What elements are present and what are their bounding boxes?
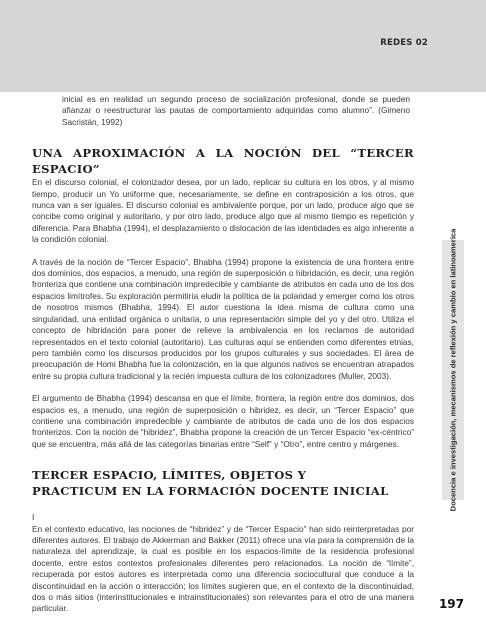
page-number: 197 (438, 597, 464, 611)
paragraph-1: En el discurso colonial, el colonizador desea, por un lado, replicar su cultura en los otros, y al mismo tiempo, producir un Yo uniforme que, necesariamente, se define en contraposición a los otros, que nunca van a ser iguales. El discurso colonial es ambivalente porque, por un lado, produce algo que se concibe como original y autoritario, y por otro lado, produce algo que al mismo tiempo es repetición y diferencia. Para Bhabha (1994), el desplazamiento o dislocación de las identidades es algo inherente a la condición colonial. (32, 177, 414, 245)
page-body (32, 94, 414, 615)
section-heading-line-2: PRACTICUM EN LA FORMACIÓN DOCENTE INICIAL (32, 484, 389, 499)
section-heading-tercer-espacio: UNA APROXIMACIÓN A LA NOCIÓN DEL “TERCER ESPACIO” (32, 146, 414, 177)
block-quote: inicial es en realidad un segundo proceso de socialización profesional, donde se pueden afianzar o reestructurar las pautas de comportamiento adquiridas como alumno”. (Gimeno Sacristán, 1992) (62, 94, 410, 127)
side-thumb-tab (442, 228, 464, 512)
paragraph-2: A través de la noción de “Tercer Espacio”, Bhabha (1994) propone la existencia de una frontera entre dos dominios, dos espacios, a menudo, una región de superposición o hibridación, es decir, una región fronteriza que contiene una combinación impredecible y cambiante de atributos en cada uno de los dos espacios limítrofes. Su exploración permitiría eludir la política de la polaridad y emerger como los otros de nosotros mismos (Bhabha, 1994). El autor cuestiona la idea misma de cultura como una singularidad, una entidad orgánica o unitaria, o una representación simple del yo y del otro. Utiliza el concepto de hibridación para poner de relieve la ambivalencia en los reclamos de autoridad representados en el texto colonial (autoritario). Las culturas aquí se entienden como diferentes etnias, pero también como los discursos producidos por los grupos culturales y sus sociedades. El área de preocupación de Homi Bhabha fue la colonización, en la que algunos nativos se encuentran atrapados entre su propia cultura tradicional y la recién impuesta cultura de los colonizadores (Muller, 2003). (32, 256, 414, 381)
roman-numeral: I (32, 512, 35, 523)
section-heading-line-1: TERCER ESPACIO, LÍMITES, OBJETOS Y (32, 468, 307, 483)
paragraph-3: El argumento de Bhabha (1994) descansa en que el límite, frontera, la región entre dos dominios, dos espacios es, a menudo, una región de superposición o hibridez, es decir, un “Tercer Espacio” que contiene una combinación impredecible y cambiante de atributos de cada uno de los dos espacios fronterizos. Con la noción de “hibridez”, Bhabha propone la creación de un Tercer Espacio “ex-céntrico” que se encuentra, más allá de las categorías binarias entre “Self” y “Otro”, entre centro y márgenes. (32, 393, 414, 449)
running-header: REDES 02 (380, 38, 428, 48)
paragraph-4: En el contexto educativo, las nociones de “hibridez” y de “Tercer Espacio” han sido reinterpretadas por diferentes autores. El trabajo de Akkerman and Bakker (2011) ofrece una vía para la comprensión de la naturaleza del aprendizaje, la cual es posible en los espacios-límite de la residencia profesional docente, entre estos contextos profesionales diferentes pero relacionados. La noción de “límite”, recuperada por estos autores es interpretada como una diferencia sociocultural que conduce a la discontinuidad en la acción o interacción; los límites sugieren que, en el contexto de la discontinuidad, dos o más sitios (interinstitucionales e intrainstitucionales) son relevantes para el otro de una manera particular. (32, 523, 414, 614)
side-tab-label: Docencia e investigación, mecanismos de reflexión y cambio en latinoamerica (448, 228, 458, 512)
section-heading-limites (32, 467, 414, 499)
